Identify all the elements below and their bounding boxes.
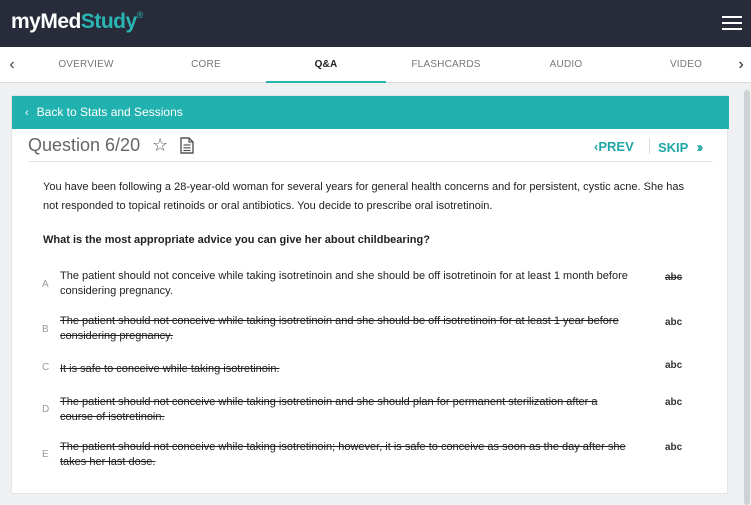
question-stem: You have been following a 28-year-old woman for several years for general health concerns and for persistent, cystic acne. She has not responded to topical retinoids or oral antibiotics. You decide to prescribe oral isotretinoin. <box>43 181 685 212</box>
nav-divider <box>649 138 650 154</box>
logo-main-text: myMed <box>11 10 81 33</box>
star-bookmark-icon[interactable]: ☆ <box>152 135 169 155</box>
chevron-left-icon: ‹ <box>25 107 29 119</box>
tabs-scroll-left-icon[interactable]: ‹ <box>9 56 15 73</box>
double-chevron-right-icon: ›› <box>696 139 701 156</box>
tab-bar <box>0 47 751 83</box>
option-text[interactable]: The patient should not conceive while taking isotretinoin and she should plan for permanent sterilization after a course of isotretinoin. <box>60 396 598 423</box>
notes-document-icon[interactable] <box>180 137 194 154</box>
strikethrough-toggle-button[interactable]: abc <box>665 272 683 283</box>
question-header <box>28 134 713 162</box>
strikethrough-toggle-button[interactable]: abc <box>665 442 683 453</box>
option-text[interactable]: The patient should not conceive while taking isotretinoin; however, it is safe to conceive as soon as the day after she takes her last dose. <box>60 441 626 468</box>
skip-button[interactable] <box>658 139 700 156</box>
question-title: Question 6/20 <box>28 135 141 155</box>
chevron-left-icon: ‹ <box>594 139 599 154</box>
tab-flashcards[interactable]: FLASHCARDS <box>411 59 481 70</box>
tab-video[interactable]: VIDEO <box>669 59 703 70</box>
logo-accent-text: Study <box>80 10 137 33</box>
option-text[interactable]: The patient should not conceive while taking isotretinoin and she should be off isotretinoin for at least 1 year before considering pregnancy. <box>60 315 619 342</box>
strikethrough-toggle-button[interactable]: abc <box>665 397 683 408</box>
scrollbar-thumb[interactable] <box>744 90 750 505</box>
back-to-stats-button[interactable] <box>12 96 729 129</box>
top-bar <box>0 0 751 47</box>
hamburger-menu-icon[interactable] <box>722 16 742 30</box>
back-label: Back to Stats and Sessions <box>36 105 183 119</box>
question-prompt: What is the most appropriate advice you can give her about childbearing? <box>43 234 430 246</box>
logo-trademark: ® <box>136 10 143 20</box>
strikethrough-toggle-button[interactable]: abc <box>665 317 683 328</box>
option-text[interactable]: The patient should not conceive while taking isotretinoin and she should be off isotretinoin for at least 1 month before considering pregnancy. <box>60 270 628 297</box>
prev-label: PREV <box>598 139 634 154</box>
option-letter: B <box>42 324 49 335</box>
prev-button[interactable] <box>594 139 634 154</box>
option-letter: E <box>42 449 49 460</box>
question-card <box>11 95 728 494</box>
page-scrollbar[interactable] <box>743 88 751 505</box>
tabs-scroll-right-icon[interactable]: › <box>738 56 744 73</box>
option-letter: D <box>42 404 50 415</box>
option-letter: A <box>42 279 49 290</box>
tab-overview[interactable]: OVERVIEW <box>58 59 114 70</box>
tab-qa[interactable]: Q&A <box>266 47 386 83</box>
strikethrough-toggle-button[interactable]: abc <box>665 360 683 371</box>
app-logo[interactable] <box>11 10 143 34</box>
option-letter: C <box>42 362 50 373</box>
skip-label: SKIP <box>658 140 689 155</box>
option-text[interactable]: It is safe to conceive while taking isotretinoin. <box>60 363 280 375</box>
tab-core[interactable]: CORE <box>191 59 221 70</box>
tab-audio[interactable]: AUDIO <box>549 59 583 70</box>
